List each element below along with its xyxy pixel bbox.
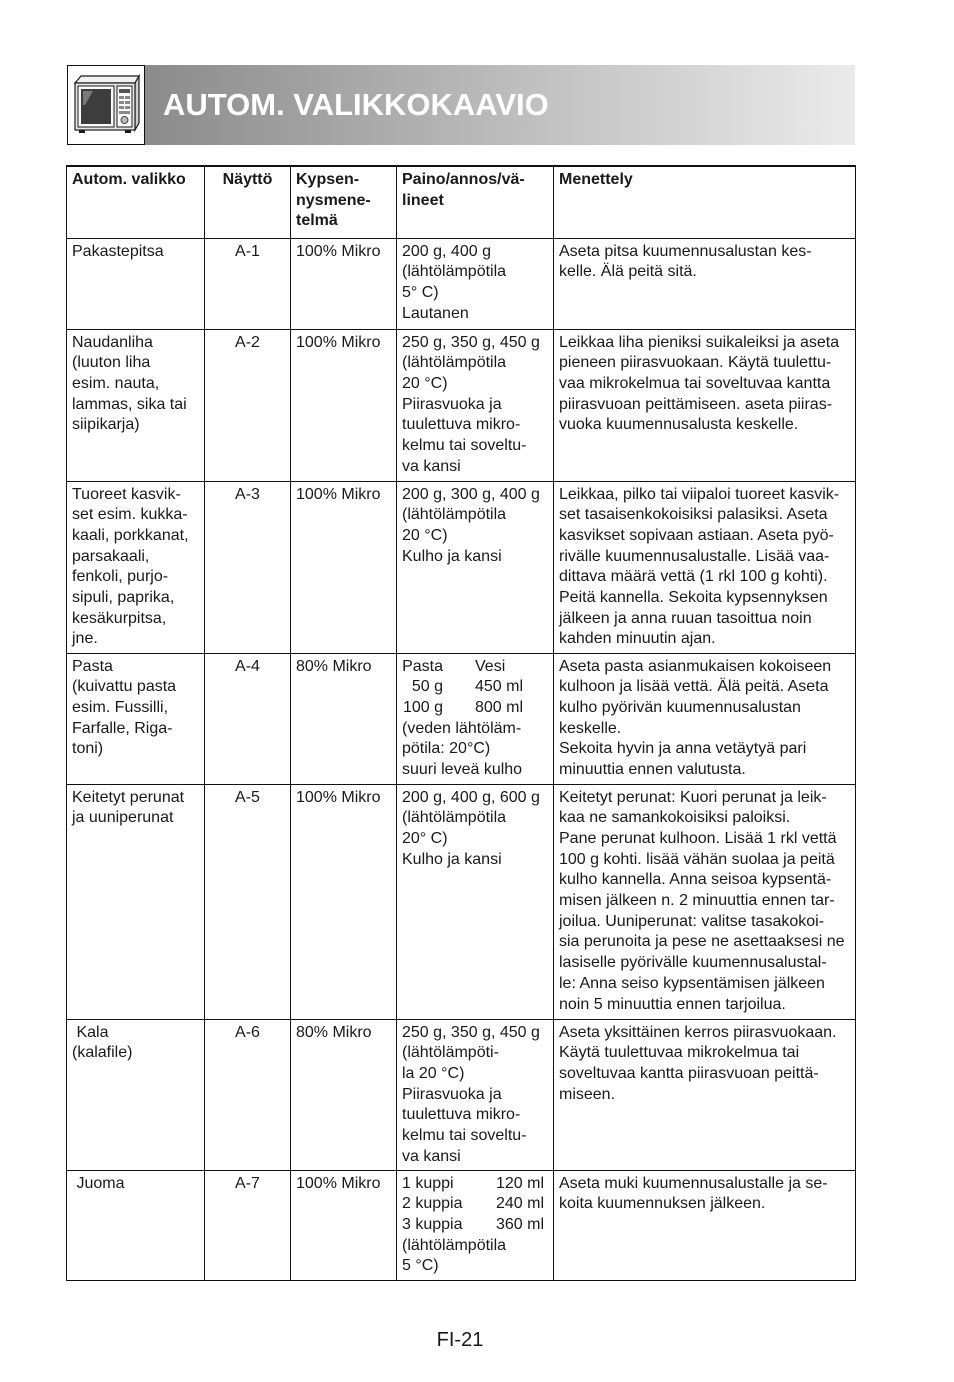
cup-count: 3 kuppia <box>402 1215 463 1233</box>
cell-procedure: Aseta yksittäinen kerros piirasvuokaan. Käytä tuulettuvaa mikrokelmua tai soveltuvaa kantta piirasvuoan peittä- miseen. <box>554 1019 856 1170</box>
microwave-button <box>125 101 130 104</box>
water-amount: 800 ml <box>475 698 524 716</box>
cell-display: A-1 <box>205 238 291 329</box>
cell-weight: 200 g, 400 g, 600 g (lähtölämpötila 20° C) Kulho ja kansi <box>397 784 554 1019</box>
microwave-icon-box <box>67 65 145 145</box>
weight-note: (veden lähtöläm- pötila: 20°C) suuri leveä kulho <box>402 719 523 779</box>
microwave-side <box>135 76 139 130</box>
pasta-amount: 50 g <box>411 678 443 696</box>
cell-procedure: Aseta muki kuumennusalustalle ja se- koita kuumennuksen jälkeen. <box>554 1170 856 1280</box>
column-header-cooking-method: Kypsen- nysmene- telmä <box>291 166 397 238</box>
cup-volume-table <box>402 1174 548 1236</box>
table-row <box>67 784 856 1019</box>
cell-method: 100% Mikro <box>291 481 397 653</box>
page-number: FI-21 <box>436 1329 484 1351</box>
microwave-button <box>125 106 130 109</box>
weight-note: (lähtölämpötila 5 °C) <box>402 1236 507 1275</box>
cell-weight <box>397 1170 554 1280</box>
cell-menu: Pakastepitsa <box>67 238 205 329</box>
water-column-label: Vesi <box>475 657 506 675</box>
column-header-procedure: Menettely <box>554 166 856 238</box>
water-amount: 450 ml <box>475 678 524 696</box>
table-header-row <box>67 166 856 238</box>
title-bar <box>145 65 855 145</box>
cell-menu: Kala (kalafile) <box>67 1019 205 1170</box>
cell-weight: 200 g, 400 g (lähtölämpötila 5° C) Lautanen <box>397 238 554 329</box>
column-header-display: Näyttö <box>205 166 291 238</box>
cell-menu: Naudanliha (luuton liha esim. nauta, lammas, sika tai siipikarja) <box>67 329 205 481</box>
cell-display: A-6 <box>205 1019 291 1170</box>
cell-method: 80% Mikro <box>291 1019 397 1170</box>
cell-menu: Tuoreet kasvik- set esim. kukka- kaali, porkkanat, parsakaali, fenkoli, purjo- sipuli, paprika, kesäkurpitsa, jne. <box>67 481 205 653</box>
microwave-button <box>125 96 130 99</box>
cell-menu: Keitetyt perunat ja uuniperunat <box>67 784 205 1019</box>
pasta-amount: 100 g <box>402 698 443 716</box>
microwave-button <box>119 111 130 114</box>
column-header-menu: Autom. valikko <box>67 166 205 238</box>
table-row <box>67 653 856 784</box>
page-title: AUTOM. VALIKKOKAAVIO <box>163 87 549 122</box>
microwave-foot <box>79 130 85 133</box>
table-row <box>67 238 856 329</box>
microwave-display <box>119 89 130 93</box>
cell-method: 100% Mikro <box>291 238 397 329</box>
table-row <box>67 1019 856 1170</box>
microwave-knob <box>121 117 128 124</box>
cell-display: A-7 <box>205 1170 291 1280</box>
cell-display: A-4 <box>205 653 291 784</box>
cell-weight: 250 g, 350 g, 450 g (lähtölämpötila 20 °C) Piirasvuoka ja tuulettuva mikro- kelmu tai soveltu- va kansi <box>397 329 554 481</box>
cell-weight: 200 g, 300 g, 400 g (lähtölämpötila 20 °C) Kulho ja kansi <box>397 481 554 653</box>
cell-procedure: Leikkaa liha pieniksi suikaleiksi ja aseta pieneen piirasvuokaan. Käytä tuulettu- vaa mikrokelmua tai soveltuvaa kantta piirasvuoan peittämiseen. aseta piiras- vuoka kuumennusalusta keskelle. <box>554 329 856 481</box>
pasta-water-table <box>402 657 548 719</box>
microwave-button <box>119 101 124 104</box>
table-row <box>67 1170 856 1280</box>
auto-menu-table <box>66 165 856 1281</box>
microwave-foot <box>125 130 131 133</box>
cell-display: A-2 <box>205 329 291 481</box>
microwave-icon <box>71 73 141 137</box>
cup-volume: 360 ml <box>495 1215 544 1233</box>
cell-procedure: Aseta pitsa kuumennusalustan kes- kelle. Älä peitä sitä. <box>554 238 856 329</box>
table-row <box>67 481 856 653</box>
cup-volume: 240 ml <box>495 1195 544 1213</box>
cell-method: 100% Mikro <box>291 1170 397 1280</box>
pasta-column-label: Pasta <box>402 657 443 675</box>
table-row <box>67 329 856 481</box>
cup-volume: 120 ml <box>495 1174 544 1192</box>
cell-procedure: Keitetyt perunat: Kuori perunat ja leik- kaa ne samankokoisiksi paloiksi. Pane perunat kulhoon. Lisää 1 rkl vettä 100 g kohti. lisää vähän suolaa ja peitä kulho kannella. Anna seisoa kypsentä- misen jälkeen n. 2 minuuttia ennen tar- joilua. Uuniperunat: valitse tasakokoi- sia perunoita ja pese ne asettaaksesi ne lasiselle pyörivälle kuumennusalustal- le: Anna seiso kypsentämisen jälkeen noin 5 minuuttia ennen tarjoilua. <box>554 784 856 1019</box>
cell-weight <box>397 653 554 784</box>
cell-menu: Pasta (kuivattu pasta esim. Fussilli, Farfalle, Riga- toni) <box>67 653 205 784</box>
cell-method: 100% Mikro <box>291 329 397 481</box>
microwave-button <box>119 106 124 109</box>
cup-count: 2 kuppia <box>402 1195 463 1213</box>
cell-method: 100% Mikro <box>291 784 397 1019</box>
cell-method: 80% Mikro <box>291 653 397 784</box>
section-header-banner <box>67 65 855 145</box>
cell-procedure: Leikkaa, pilko tai viipaloi tuoreet kasvik- set tasaisenkokoisiksi palasiksi. Aseta kasvikset sopivaan astiaan. Aseta pyö- rivälle kuumennusalustalle. Lisää vaa- dittava määrä vettä (1 rkl 100 g kohti). Peitä kannella. Sekoita kypsennyksen jälkeen ja anna ruuan tasoittua noin kahden minuutin ajan. <box>554 481 856 653</box>
cell-display: A-5 <box>205 784 291 1019</box>
microwave-button <box>119 96 124 99</box>
cell-weight: 250 g, 350 g, 450 g (lähtölämpöti- la 20 °C) Piirasvuoka ja tuulettuva mikro- kelmu tai soveltu- va kansi <box>397 1019 554 1170</box>
cell-menu: Juoma <box>67 1170 205 1280</box>
cell-display: A-3 <box>205 481 291 653</box>
microwave-top <box>75 76 139 83</box>
column-header-weight: Paino/annos/vä- lineet <box>397 166 554 238</box>
cup-count: 1 kuppi <box>402 1174 454 1192</box>
cell-procedure: Aseta pasta asianmukaisen kokoiseen kulhoon ja lisää vettä. Älä peitä. Aseta kulho pyörivän kuumennusalustan keskelle. Sekoita hyvin ja anna vetäytyä pari minuuttia ennen valutusta. <box>554 653 856 784</box>
